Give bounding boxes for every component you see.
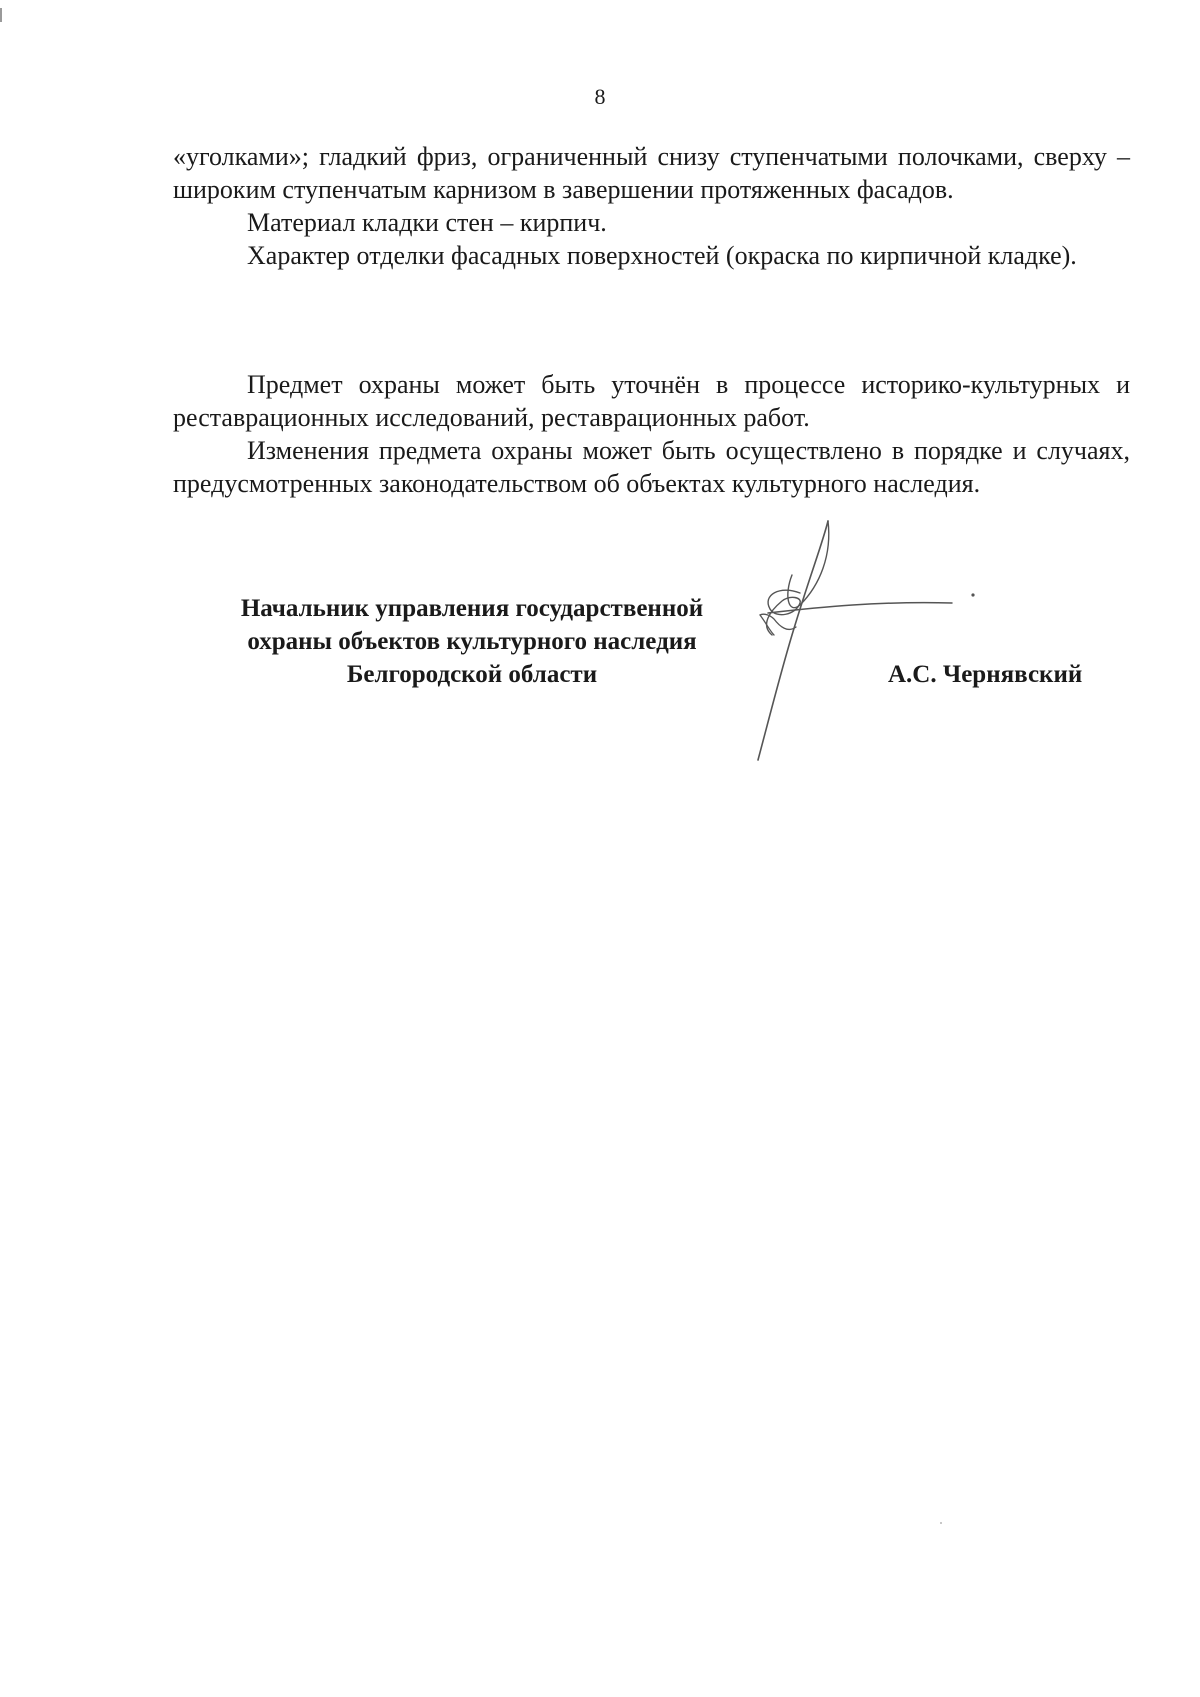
signatory-title-line: охраны объектов культурного наследия bbox=[247, 628, 697, 655]
signature-stroke-main bbox=[758, 521, 828, 760]
paragraph-wall-material: Материал кладки стен – кирпич. bbox=[247, 208, 607, 237]
page-number: 8 bbox=[594, 84, 606, 109]
text-block-bottom bbox=[173, 368, 1130, 500]
signature-dot bbox=[971, 593, 974, 596]
paragraph-protection-changes: Изменения предмета охраны может быть осуществлено в порядке и случаях, предусмотренных законодательством об объектах культурного наследия. bbox=[173, 436, 1130, 498]
signatory-title-line: Начальник управления государственной bbox=[240, 595, 704, 622]
handwritten-signature bbox=[740, 515, 1000, 775]
paragraph-continuation: «уголками»; гладкий фриз, ограниченный снизу ступенчатыми полочками, сверху – широким ступенчатым карнизом в завершении протяженных фасадов. bbox=[173, 142, 1130, 204]
signature-stroke-tail bbox=[760, 614, 796, 635]
signature-stroke-loop bbox=[788, 521, 829, 608]
signatory-title bbox=[192, 592, 752, 691]
paragraph-facade-finish: Характер отделки фасадных поверхностей (окраска по кирпичной кладке). bbox=[247, 241, 1077, 270]
signatory-title-line: Белгородской области bbox=[346, 661, 598, 688]
signatory-name: А.С. Чернявский bbox=[888, 661, 1083, 688]
text-block-top bbox=[173, 140, 1130, 272]
paragraph-protection-clarification: Предмет охраны может быть уточнён в процессе историко-культурных и реставрационных исследований, реставрационных работ. bbox=[173, 370, 1130, 432]
scan-edge-mark bbox=[0, 8, 2, 22]
scan-speck bbox=[940, 1522, 942, 1524]
